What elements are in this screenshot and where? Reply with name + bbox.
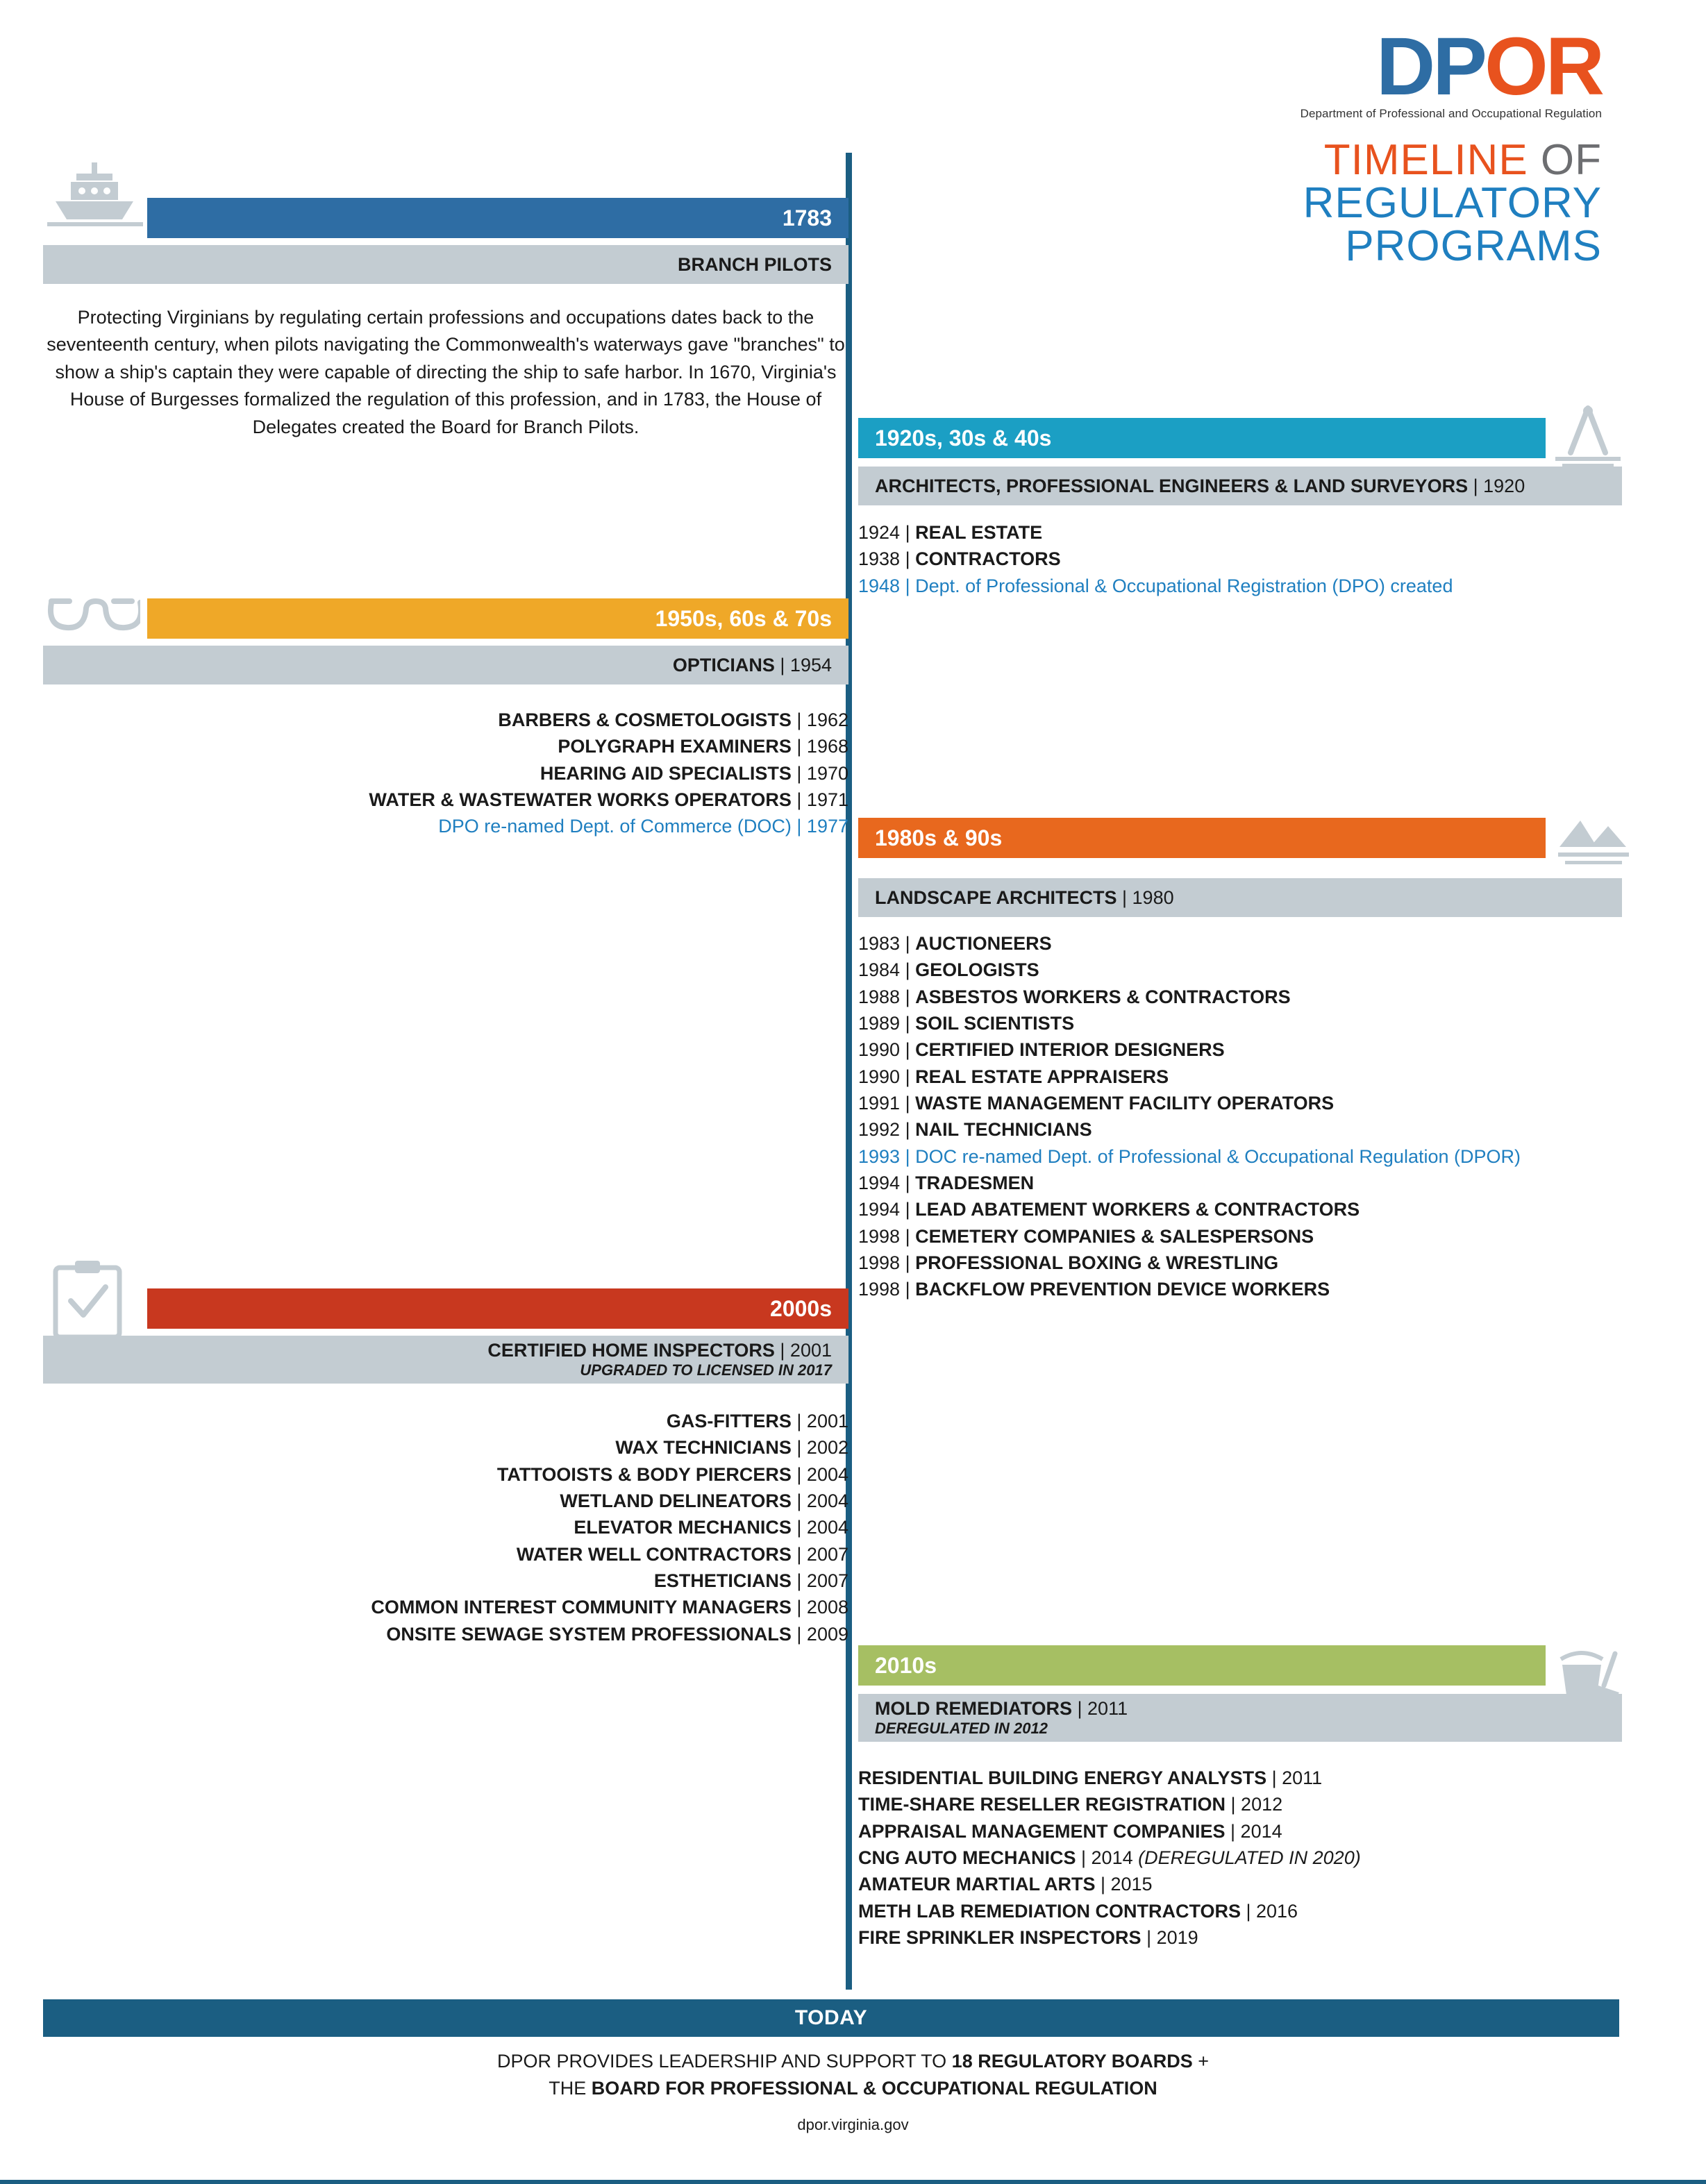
era-bar-2000s [147,1288,848,1329]
list-item [43,733,848,759]
opticians-headline-year: | 1954 [774,654,832,675]
footer-line-1 [0,2048,1706,2075]
mold-headline-bold: MOLD REMEDIATORS [875,1698,1073,1719]
list-item-label: CNG AUTO MECHANICS [858,1847,1076,1868]
poster-title [1255,136,1602,271]
list-item-label: TRADESMEN [915,1172,1035,1193]
list-item-year: | 1962 [791,709,848,730]
title-line-2: REGULATORY [1303,179,1602,228]
list-item-year: | 1971 [791,789,848,810]
list-item [858,1116,1664,1143]
era-bar-1783 [147,198,848,238]
list-item-label: WASTE MANAGEMENT FACILITY OPERATORS [915,1092,1335,1114]
list-item-year: 1991 | [858,1092,916,1114]
era-bar-1980s [858,818,1546,858]
footer-line1-b: 18 REGULATORY BOARDS [951,2051,1193,2072]
list-item [43,1568,848,1594]
list-item-year: 1989 | [858,1012,916,1034]
footer-text [0,2048,1706,2102]
home-inspectors-note: UPGRADED TO LICENSED IN 2017 [580,1361,832,1379]
list-item-label: GAS-FITTERS [666,1411,792,1431]
list-item-label: AUCTIONEERS [915,933,1052,954]
list-item-label: CEMETERY COMPANIES & SALESPERSONS [915,1225,1314,1247]
list-item-year: | 2007 [791,1543,848,1565]
list-item [858,1845,1664,1871]
list-item-year: | 2004 [791,1490,848,1511]
architects-headline-bold: ARCHITECTS, PROFESSIONAL ENGINEERS & LAND SURVEYORS [875,475,1469,496]
list-item-year: | 1977 [791,816,848,837]
mold-headline [875,1698,1128,1720]
list-item-label: BARBERS & COSMETOLOGISTS [498,709,792,730]
list-item [43,707,848,733]
list-item-label: WETLAND DELINEATORS [560,1490,792,1511]
list-item-year: 1992 | [858,1119,916,1141]
list-item-year: 1994 | [858,1172,916,1193]
list-item-label: LEAD ABATEMENT WORKERS & CONTRACTORS [915,1199,1360,1220]
title-of: OF [1528,136,1602,185]
glasses-icon [43,590,140,646]
mold-headline-year: | 2011 [1072,1698,1128,1719]
era-label-2010s: 2010s [875,1652,937,1678]
branch-pilots-paragraph: Protecting Virginians by regulating certain professions and occupations dates back to the seventeenth century, when pilots navigating the Commonwealth's waterways gave "branches" to show a ship's captain they were capable of directing the ship to safe harbor. In 1670, Virginia's House of Burgesses formalized the regulation of this profession, and in 1783, the House of Delegates created the Board for Branch Pilots. [47,307,845,437]
list-item-label: ESTHETICIANS [653,1570,792,1591]
title-line-1 [1255,136,1602,185]
architects-headline [875,476,1525,497]
list-item [858,546,1664,572]
list-item-label: BACKFLOW PREVENTION DEVICE WORKERS [915,1279,1330,1300]
footer-line2-b: BOARD FOR PROFESSIONAL & OCCUPATIONAL REGULATION [591,2078,1157,2099]
list-item [858,930,1664,957]
list-item [858,1250,1664,1276]
list-item-label: AMATEUR MARTIAL ARTS [858,1874,1096,1895]
list-item-label: CERTIFIED INTERIOR DESIGNERS [915,1039,1225,1061]
era-label-1950s: 1950s, 60s & 70s [655,605,832,631]
list-item [43,1408,848,1434]
list-item-label: NAIL TECHNICIANS [915,1119,1092,1141]
list-item [43,1514,848,1540]
list-item [858,1036,1664,1063]
logo-letter-o: O [1484,21,1546,112]
list-item-year: 1990 | [858,1066,916,1087]
list-item-label: DPO re-named Dept. of Commerce (DOC) [438,816,792,837]
list-item [858,1090,1664,1116]
list-item [858,573,1664,599]
list-item-year: | 1970 [791,762,848,784]
list-item-year: 1990 | [858,1039,916,1061]
landscape-headline-bold: LANDSCAPE ARCHITECTS [875,887,1117,908]
list-item [858,1924,1664,1951]
list-item-year: 1993 | [858,1145,916,1167]
list-item [43,1621,848,1647]
title-line-3: PROGRAMS [1345,222,1602,271]
opticians-headline [673,655,832,676]
list-item [43,1434,848,1461]
list-item [858,1196,1664,1223]
ship-icon [43,158,147,228]
era-label-2000s: 2000s [770,1295,832,1321]
list-item-year: | 2009 [791,1623,848,1645]
list-item-label: GEOLOGISTS [915,959,1039,981]
list-item-year: | 2014 [1225,1820,1282,1842]
sub-bar-opticians [43,646,848,684]
sub-bar-branch-pilots [43,245,848,284]
landscape-headline-year: | 1980 [1117,887,1174,908]
list-1950s [43,707,848,840]
logo-subtitle: Department of Professional and Occupational Regulation [1300,107,1602,121]
list-item [858,1818,1664,1845]
list-item-year: | 2008 [791,1597,848,1618]
sub-bar-mold-remediators [858,1694,1622,1742]
sub-bar-landscape-architects [858,878,1622,917]
mold-note: DEREGULATED IN 2012 [875,1720,1048,1737]
list-item-label: METH LAB REMEDIATION CONTRACTORS [858,1900,1241,1922]
list-item-year: | 2004 [791,1463,848,1485]
footer-line1-a: DPOR PROVIDES LEADERSHIP AND SUPPORT TO [496,2051,952,2072]
list-item-year: | 2015 [1095,1874,1153,1895]
home-inspectors-headline [487,1340,832,1361]
list-item [43,787,848,813]
list-item-label: TIME-SHARE RESELLER REGISTRATION [858,1794,1226,1815]
list-item-year: | 2007 [791,1570,848,1591]
era-label-1980s: 1980s & 90s [875,825,1003,850]
list-item-year: 1998 | [858,1225,916,1247]
list-item-label: TATTOOISTS & BODY PIERCERS [496,1463,792,1485]
list-item-year: 1994 | [858,1199,916,1220]
list-item [858,1010,1664,1036]
list-item [858,1064,1664,1090]
opticians-headline-bold: OPTICIANS [672,654,775,675]
dpor-wordmark [1255,21,1602,112]
list-item-label: ONSITE SEWAGE SYSTEM PROFESSIONALS [386,1623,792,1645]
list-2010s [858,1765,1664,1951]
list-item-year: 1948 | [858,575,916,596]
list-1920s [858,519,1664,599]
list-item-label: PROFESSIONAL BOXING & WRESTLING [915,1252,1279,1273]
list-item [43,760,848,787]
architects-headline-year: | 1920 [1468,475,1525,496]
footer-line2-a: THE [549,2078,592,2099]
sub-bar-home-inspectors [43,1336,848,1384]
logo-letter-d: D [1376,21,1433,112]
list-item [858,957,1664,983]
list-item-note: (DEREGULATED IN 2020) [1132,1847,1361,1868]
list-item-year: | 2012 [1226,1794,1283,1815]
bottom-rule [0,2180,1706,2184]
landscape-icon [1555,811,1632,866]
list-item-year: | 2002 [791,1437,848,1459]
list-item [858,1223,1664,1250]
list-item-label: ELEVATOR MECHANICS [574,1517,792,1538]
list-item-label: WAX TECHNICIANS [615,1437,792,1459]
home-inspectors-headline-year: | 2001 [774,1340,832,1361]
list-item-label: CONTRACTORS [915,548,1061,570]
list-item-label: POLYGRAPH EXAMINERS [558,736,792,757]
clipboard-check-icon [50,1258,126,1341]
logo-letter-r: R [1545,21,1602,112]
list-item [858,984,1664,1010]
sub-bar-architects [858,467,1622,505]
list-item-year: | 1968 [791,736,848,757]
list-item-label: FIRE SPRINKLER INSPECTORS [858,1926,1141,1948]
today-bar [43,1999,1619,2037]
list-item-year: | 2004 [791,1517,848,1538]
list-item-year: | 2016 [1240,1900,1298,1922]
title-timeline: TIMELINE [1323,136,1528,185]
list-item-year: | 2014 [1076,1847,1133,1868]
list-item [43,1541,848,1568]
today-label: TODAY [794,2006,868,2029]
list-item-year: | 2019 [1141,1926,1198,1948]
era-bar-2010s [858,1645,1546,1686]
list-item-year: 1938 | [858,548,916,570]
logo-letter-p: P [1432,21,1485,112]
list-item-year: | 2011 [1266,1767,1323,1788]
list-item-year: 1998 | [858,1279,916,1300]
footer-url[interactable]: dpor.virginia.gov [797,2116,909,2133]
compass-icon [1550,404,1626,467]
home-inspectors-headline-bold: CERTIFIED HOME INSPECTORS [487,1340,775,1361]
list-item [858,1143,1664,1170]
dpor-logo-block [1255,21,1602,271]
list-item-label: RESIDENTIAL BUILDING ENERGY ANALYSTS [858,1767,1267,1788]
list-item-label: Dept. of Professional & Occupational Registration (DPO) created [915,575,1453,596]
era-bar-1950s [147,598,848,639]
list-item-label: APPRAISAL MANAGEMENT COMPANIES [858,1820,1226,1842]
list-item-label: WATER WELL CONTRACTORS [516,1543,792,1565]
list-item-label: REAL ESTATE APPRAISERS [915,1066,1169,1087]
landscape-headline [875,887,1174,909]
era-label-1920s: 1920s, 30s & 40s [875,425,1052,451]
list-item [858,1765,1664,1791]
era-label-1783: 1783 [782,205,832,230]
list-item [43,813,848,839]
list-1980s [858,930,1664,1303]
list-item-label: HEARING AID SPECIALISTS [540,762,792,784]
era-bar-1920s [858,418,1546,458]
footer-line1-c: + [1192,2051,1210,2072]
list-item-year: 1988 | [858,986,916,1007]
list-item [858,1871,1664,1897]
list-item-label: REAL ESTATE [915,522,1043,543]
list-item-year: | 2001 [791,1411,848,1431]
list-item-label: DOC re-named Dept. of Professional & Occupational Regulation (DPOR) [915,1145,1521,1167]
list-item-label: WATER & WASTEWATER WORKS OPERATORS [369,789,792,810]
list-item [858,1791,1664,1817]
branch-pilots-headline: BRANCH PILOTS [678,253,832,275]
list-item [43,1594,848,1620]
list-item-label: COMMON INTEREST COMMUNITY MANAGERS [371,1597,792,1618]
footer-line-2 [0,2075,1706,2102]
list-item-label: SOIL SCIENTISTS [915,1012,1075,1034]
list-item [858,1898,1664,1924]
list-2000s [43,1408,848,1647]
list-item-year: 1983 | [858,933,916,954]
list-item [858,519,1664,546]
list-item [43,1488,848,1514]
list-item-year: 1924 | [858,522,916,543]
list-item [43,1461,848,1488]
list-item [858,1276,1664,1302]
list-item-label: ASBESTOS WORKERS & CONTRACTORS [915,986,1291,1007]
list-item-year: 1984 | [858,959,916,981]
list-item [858,1170,1664,1196]
list-item-year: 1998 | [858,1252,916,1273]
